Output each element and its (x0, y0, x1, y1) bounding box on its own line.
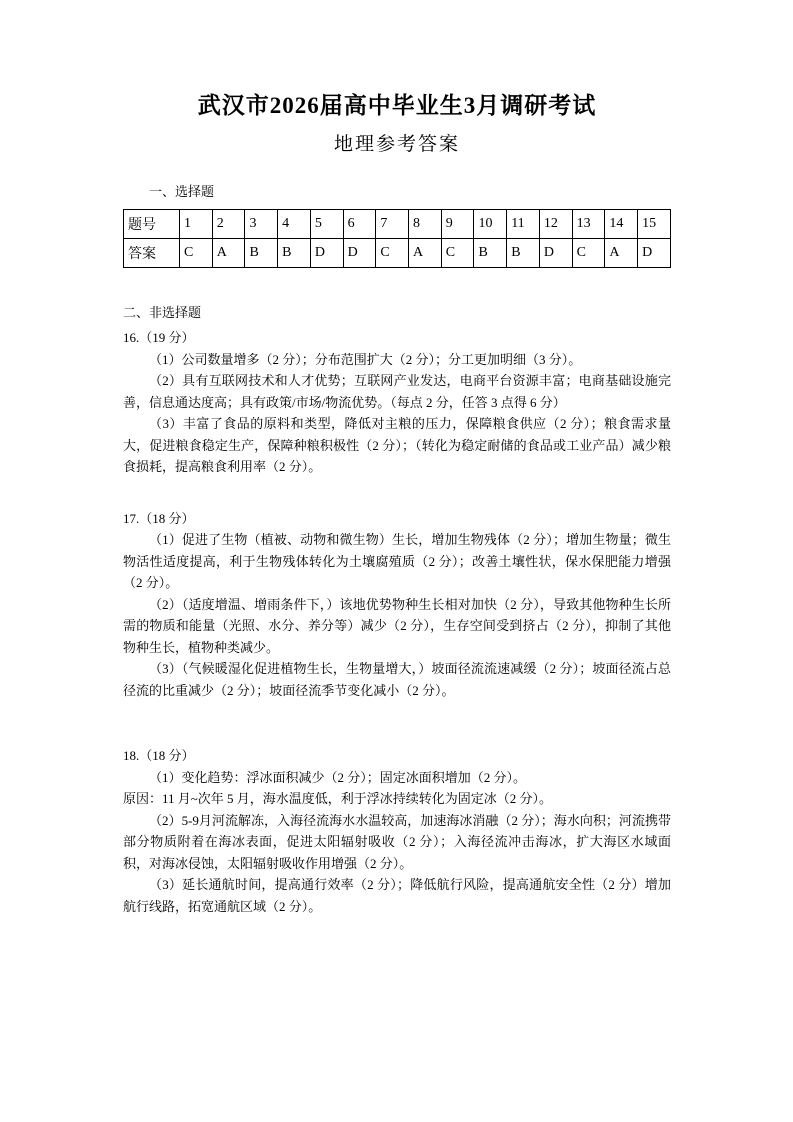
question-number-row (124, 209, 671, 238)
answer-cell: C (441, 238, 474, 267)
question-16-title: 16.（19 分） (123, 330, 195, 345)
question-17-answer-2: （2）（适度增温、增雨条件下，）该地优势物种生长相对加快（2 分），导致其他物种生长所需的物质和能量（光照、水分、养分等）减少（2 分），生存空间受到挤占（2 分），抑制了其他物种生长，植物种类减少。 (123, 596, 671, 655)
question-number-cell: 11 (507, 209, 540, 238)
answer-cell: D (343, 238, 376, 267)
question-17-title: 17.（18 分） (123, 510, 195, 526)
question-18-answer-1-reason: 原因：11 月~次年 5 月，海水温度低，利于浮冰持续转化为固定冰（2 分）。 (123, 791, 553, 806)
question-number-cell: 13 (572, 209, 605, 238)
answer-cell: C (376, 238, 409, 267)
question-number-cell: 5 (310, 209, 343, 238)
question-number-cell: 1 (180, 209, 213, 238)
question-18-answer-1: （1）变化趋势：浮冰面积减少（2 分）；固定冰面积增加（2 分）。 (149, 769, 527, 785)
question-number-cell: 15 (638, 209, 671, 238)
question-number-cell: 9 (441, 209, 474, 238)
answer-row-label: 答案 (124, 238, 180, 267)
question-number-row-label: 题号 (124, 209, 180, 238)
doc-subtitle: 地理参考答案 (333, 134, 460, 155)
answer-cell: D (638, 238, 671, 267)
question-18-title: 18.（18 分） (123, 748, 195, 763)
question-16-answer-1: （1）公司数量增多（2 分）；分布范围扩大（2 分）；分工更加明细（3 分）。 (149, 351, 582, 367)
answer-row (124, 238, 671, 267)
question-number-cell: 8 (409, 209, 442, 238)
question-18-answer-2: （2）5-9月河流解冻，入海径流海水水温较高，加速海冰消融（2 分）；海水向积；河流携带部分物质附着在海冰表面，促进太阳辐射吸收（2 分）；入海径流冲击海冰，扩大海区水域面积，对海冰侵蚀，太阳辐射吸收作用增强（2 分）。 (123, 812, 671, 871)
question-16 (123, 327, 671, 478)
question-number-cell: 4 (278, 209, 311, 238)
choice-section-heading: 一、选择题 (149, 184, 215, 199)
answer-cell: A (212, 238, 245, 267)
question-17-answer-3: （3）（气候暖湿化促进植物生长，生物量增大，）坡面径流流速减缓（2 分）；坡面径流占总径流的比重减少（2 分）；坡面径流季节变化减小（2 分）。 (123, 661, 671, 698)
essay-section-heading: 二、非选择题 (123, 304, 202, 320)
answer-cell: C (180, 238, 213, 267)
question-number-cell: 3 (245, 209, 278, 238)
question-18-answer-3: （3）延长通航时间，提高通行效率（2 分）；降低航行风险，提高通航安全性（2 分）增加航行线路，拓宽通航区域（2 分）。 (123, 877, 671, 914)
answer-cell: B (474, 238, 507, 267)
answer-cell: D (539, 238, 572, 267)
question-number-cell: 7 (376, 209, 409, 238)
answer-cell: A (605, 238, 638, 267)
question-16-answer-2: （2）具有互联网技术和人才优势；互联网产业发达，电商平台资源丰富；电商基础设施完善，信息通达度高；具有政策/市场/物流优势。（每点 2 分，任答 3 点得 6 分） (123, 373, 671, 410)
answer-cell: B (507, 238, 540, 267)
question-18 (123, 745, 671, 917)
doc-title: 武汉市2026届高中毕业生3月调研考试 (197, 93, 597, 118)
question-16-answer-3: （3）丰富了食品的原料和类型，降低对主粮的压力，保障粮食供应（2 分）；粮食需求量大，促进粮食稳定生产，保障种粮积极性（2 分）；（转化为稳定耐储的食品或工业产品）减少粮食损耗，提高粮食利用率（2 分）。 (123, 416, 671, 474)
question-number-cell: 12 (539, 209, 572, 238)
question-17 (123, 508, 671, 702)
question-number-cell: 2 (212, 209, 245, 238)
answer-cell: D (310, 238, 343, 267)
question-17-answer-1: （1）促进了生物（植被、动物和微生物）生长，增加生物残体（2 分）；增加生物量；微生物活性适度提高，利于生物残体转化为土壤腐殖质（2 分）；改善土壤性状，保水保肥能力增强（2 分）。 (123, 532, 671, 590)
answer-cell: C (572, 238, 605, 267)
question-number-cell: 10 (474, 209, 507, 238)
answer-cell: B (278, 238, 311, 267)
answer-cell: A (409, 238, 442, 267)
answer-cell: B (245, 238, 278, 267)
answer-table (123, 209, 671, 268)
question-number-cell: 6 (343, 209, 376, 238)
question-number-cell: 14 (605, 209, 638, 238)
